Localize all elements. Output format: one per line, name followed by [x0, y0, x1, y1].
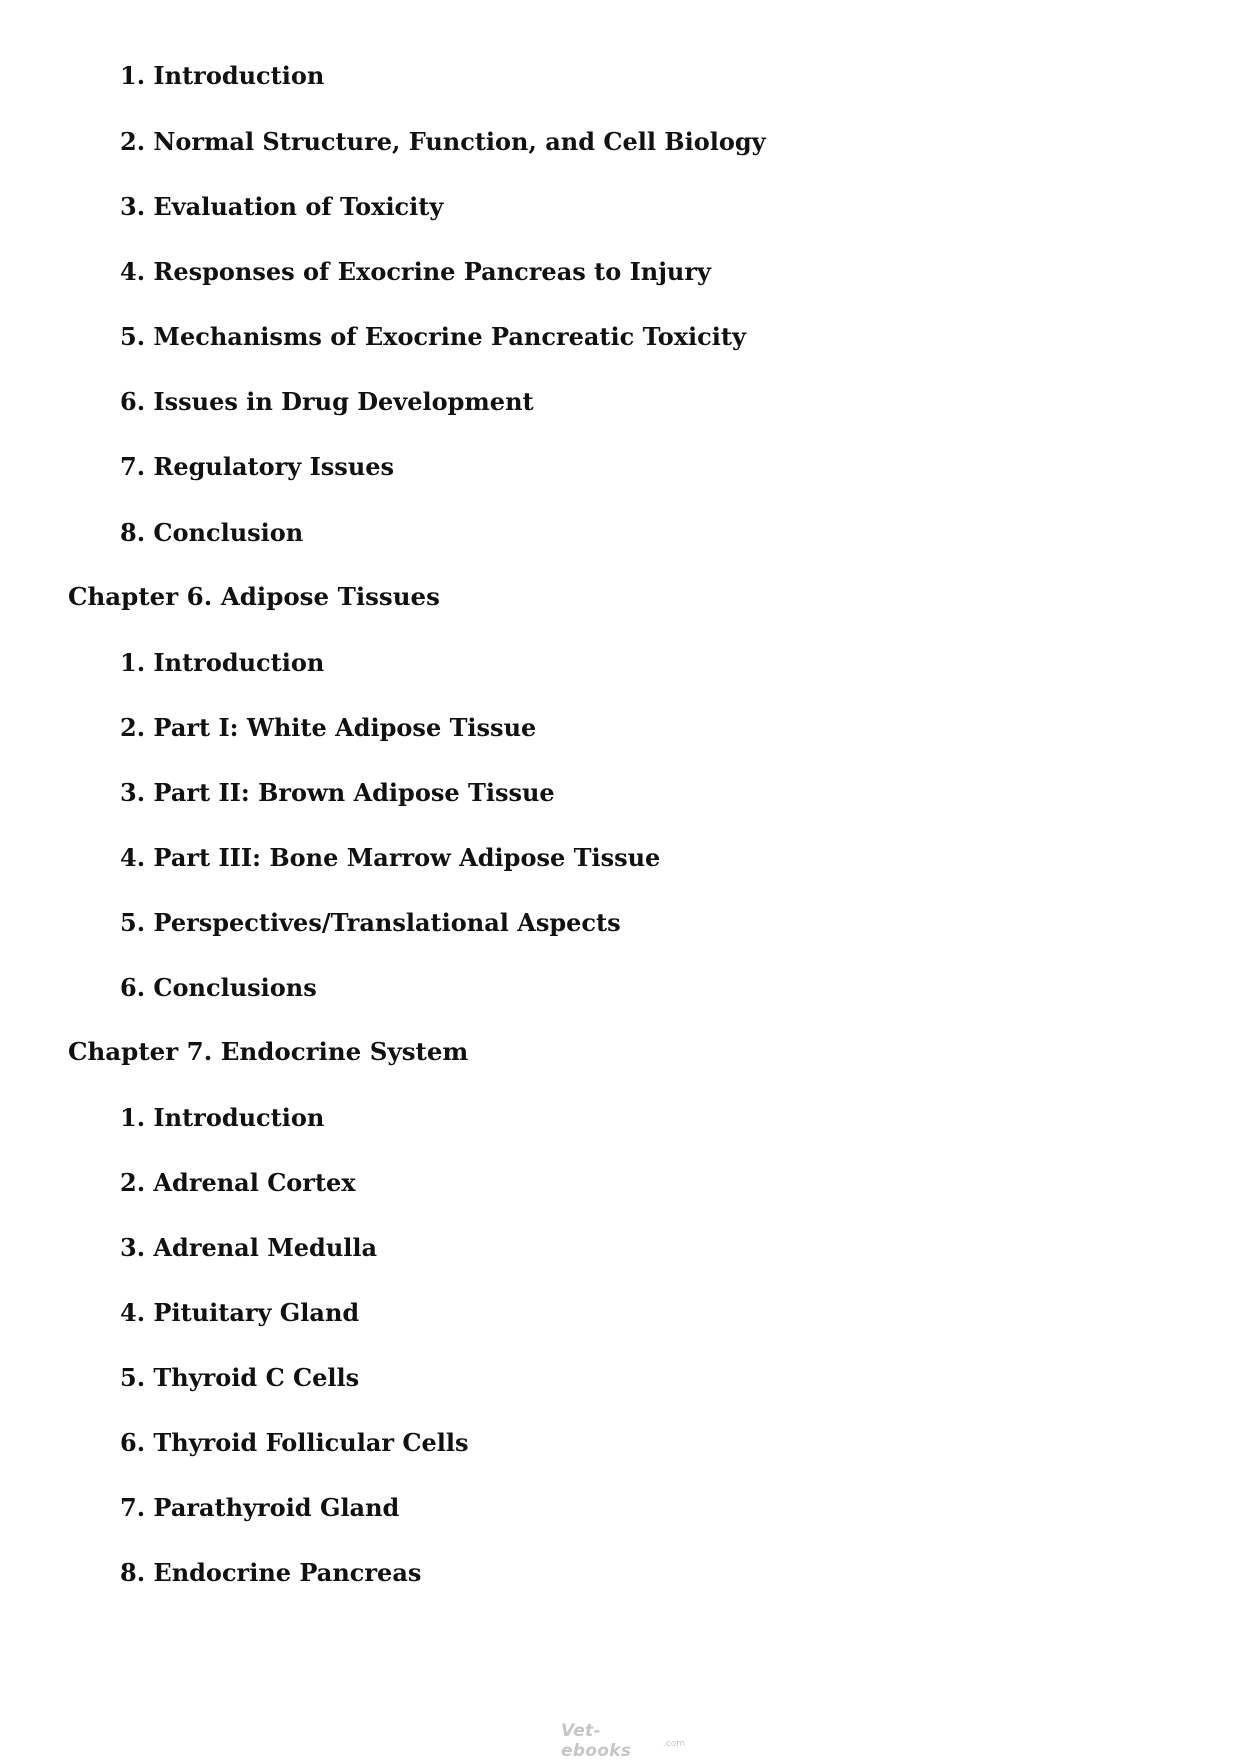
toc-ch6-item-perspectives[interactable]: 5. Perspectives/Translational Aspects [120, 908, 621, 937]
toc-ch7-item-pituitary-gland[interactable]: 4. Pituitary Gland [120, 1298, 360, 1327]
toc-item-mechanisms-of-toxicity[interactable]: 5. Mechanisms of Exocrine Pancreatic Toxicity [120, 322, 746, 351]
toc-item-conclusion[interactable]: 8. Conclusion [120, 518, 304, 547]
watermark-logo [561, 1721, 685, 1761]
toc-ch7-item-introduction[interactable]: 1. Introduction [120, 1103, 325, 1132]
toc-item-evaluation-of-toxicity[interactable]: 3. Evaluation of Toxicity [120, 192, 444, 221]
watermark-text: Vet-ebooks [561, 1721, 632, 1761]
toc-ch7-item-adrenal-medulla[interactable]: 3. Adrenal Medulla [120, 1233, 378, 1262]
toc-ch7-item-thyroid-follicular-cells[interactable]: 6. Thyroid Follicular Cells [120, 1428, 469, 1457]
toc-item-responses-to-injury[interactable]: 4. Responses of Exocrine Pancreas to Injury [120, 257, 711, 286]
toc-ch7-item-adrenal-cortex[interactable]: 2. Adrenal Cortex [120, 1168, 356, 1197]
toc-item-regulatory-issues[interactable]: 7. Regulatory Issues [120, 452, 395, 481]
toc-item-introduction[interactable]: 1. Introduction [120, 61, 325, 90]
toc-ch6-item-brown-adipose[interactable]: 3. Part II: Brown Adipose Tissue [120, 778, 555, 807]
toc-chapter-6-title[interactable]: Chapter 6. Adipose Tissues [68, 582, 440, 611]
watermark-suffix: .com [662, 1739, 685, 1749]
toc-item-drug-development[interactable]: 6. Issues in Drug Development [120, 387, 534, 416]
toc-chapter-7-title[interactable]: Chapter 7. Endocrine System [68, 1037, 469, 1066]
toc-ch6-item-conclusions[interactable]: 6. Conclusions [120, 973, 317, 1002]
toc-ch7-item-thyroid-c-cells[interactable]: 5. Thyroid C Cells [120, 1363, 360, 1392]
toc-ch6-item-bone-marrow-adipose[interactable]: 4. Part III: Bone Marrow Adipose Tissue [120, 843, 661, 872]
toc-ch6-item-introduction[interactable]: 1. Introduction [120, 648, 325, 677]
toc-ch7-item-endocrine-pancreas[interactable]: 8. Endocrine Pancreas [120, 1558, 422, 1587]
toc-ch6-item-white-adipose[interactable]: 2. Part I: White Adipose Tissue [120, 713, 537, 742]
toc-ch7-item-parathyroid-gland[interactable]: 7. Parathyroid Gland [120, 1493, 400, 1522]
toc-item-normal-structure[interactable]: 2. Normal Structure, Function, and Cell Biology [120, 127, 766, 156]
